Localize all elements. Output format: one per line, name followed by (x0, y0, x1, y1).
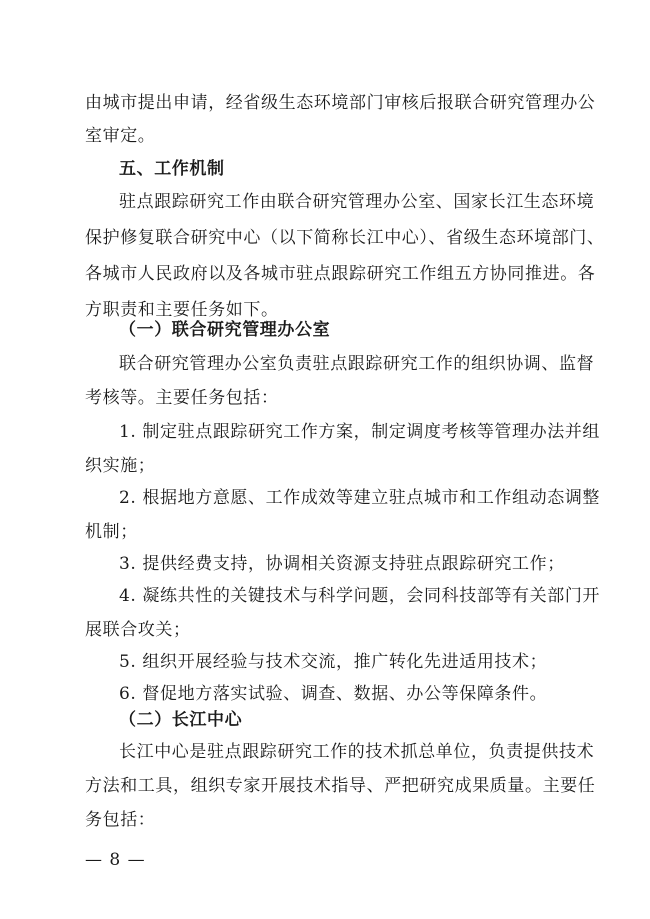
body-text-line: 各城市人民政府以及各城市驻点跟踪研究工作组五方协同推进。各 (85, 264, 596, 284)
body-text-line: 驻点跟踪研究工作由联合研究管理办公室、国家长江生态环境 (119, 192, 595, 212)
list-item-line: 机制； (85, 522, 138, 542)
list-item-line: 1. 制定驻点跟踪研究工作方案，制定调度考核等管理办法并组 (119, 422, 601, 442)
body-text-line: 方职责和主要任务如下。 (85, 300, 279, 320)
body-text-line: 联合研究管理办公室负责驻点跟踪研究工作的组织协调、监督 (119, 354, 595, 374)
body-text-line: 由城市提出申请，经省级生态环境部门审核后报联合研究管理办公 (85, 93, 596, 113)
list-item-line: 展联合攻关； (85, 620, 191, 640)
body-text-line: 保护修复联合研究中心（以下简称长江中心）、省级生态环境部门、 (85, 228, 605, 248)
body-text-line: 长江中心是驻点跟踪研究工作的技术抓总单位，负责提供技术 (119, 742, 595, 762)
list-item-line: 织实施； (85, 456, 156, 476)
body-text-line: 方法和工具，组织专家开展技术指导、严把研究成果质量。主要任 (85, 776, 596, 796)
list-item-line: 5. 组织开展经验与技术交流，推广转化先进适用技术； (119, 652, 548, 672)
section-heading: 五、工作机制 (119, 159, 225, 179)
subsection-heading: （一）联合研究管理办公室 (119, 320, 331, 340)
subsection-heading: （二）长江中心 (119, 710, 243, 730)
list-item-line: 4. 凝练共性的关键技术与科学问题，会同科技部等有关部门开 (119, 586, 601, 606)
list-item-line: 2. 根据地方意愿、工作成效等建立驻点城市和工作组动态调整 (119, 488, 601, 508)
body-text-line: 室审定。 (85, 126, 156, 146)
page-number: — 8 — (85, 850, 146, 870)
body-text-line: 务包括： (85, 810, 156, 830)
list-item-line: 3. 提供经费支持，协调相关资源支持驻点跟踪研究工作； (119, 554, 565, 574)
body-text-line: 考核等。主要任务包括： (85, 388, 279, 408)
list-item-line: 6. 督促地方落实试验、调查、数据、办公等保障条件。 (119, 684, 548, 704)
